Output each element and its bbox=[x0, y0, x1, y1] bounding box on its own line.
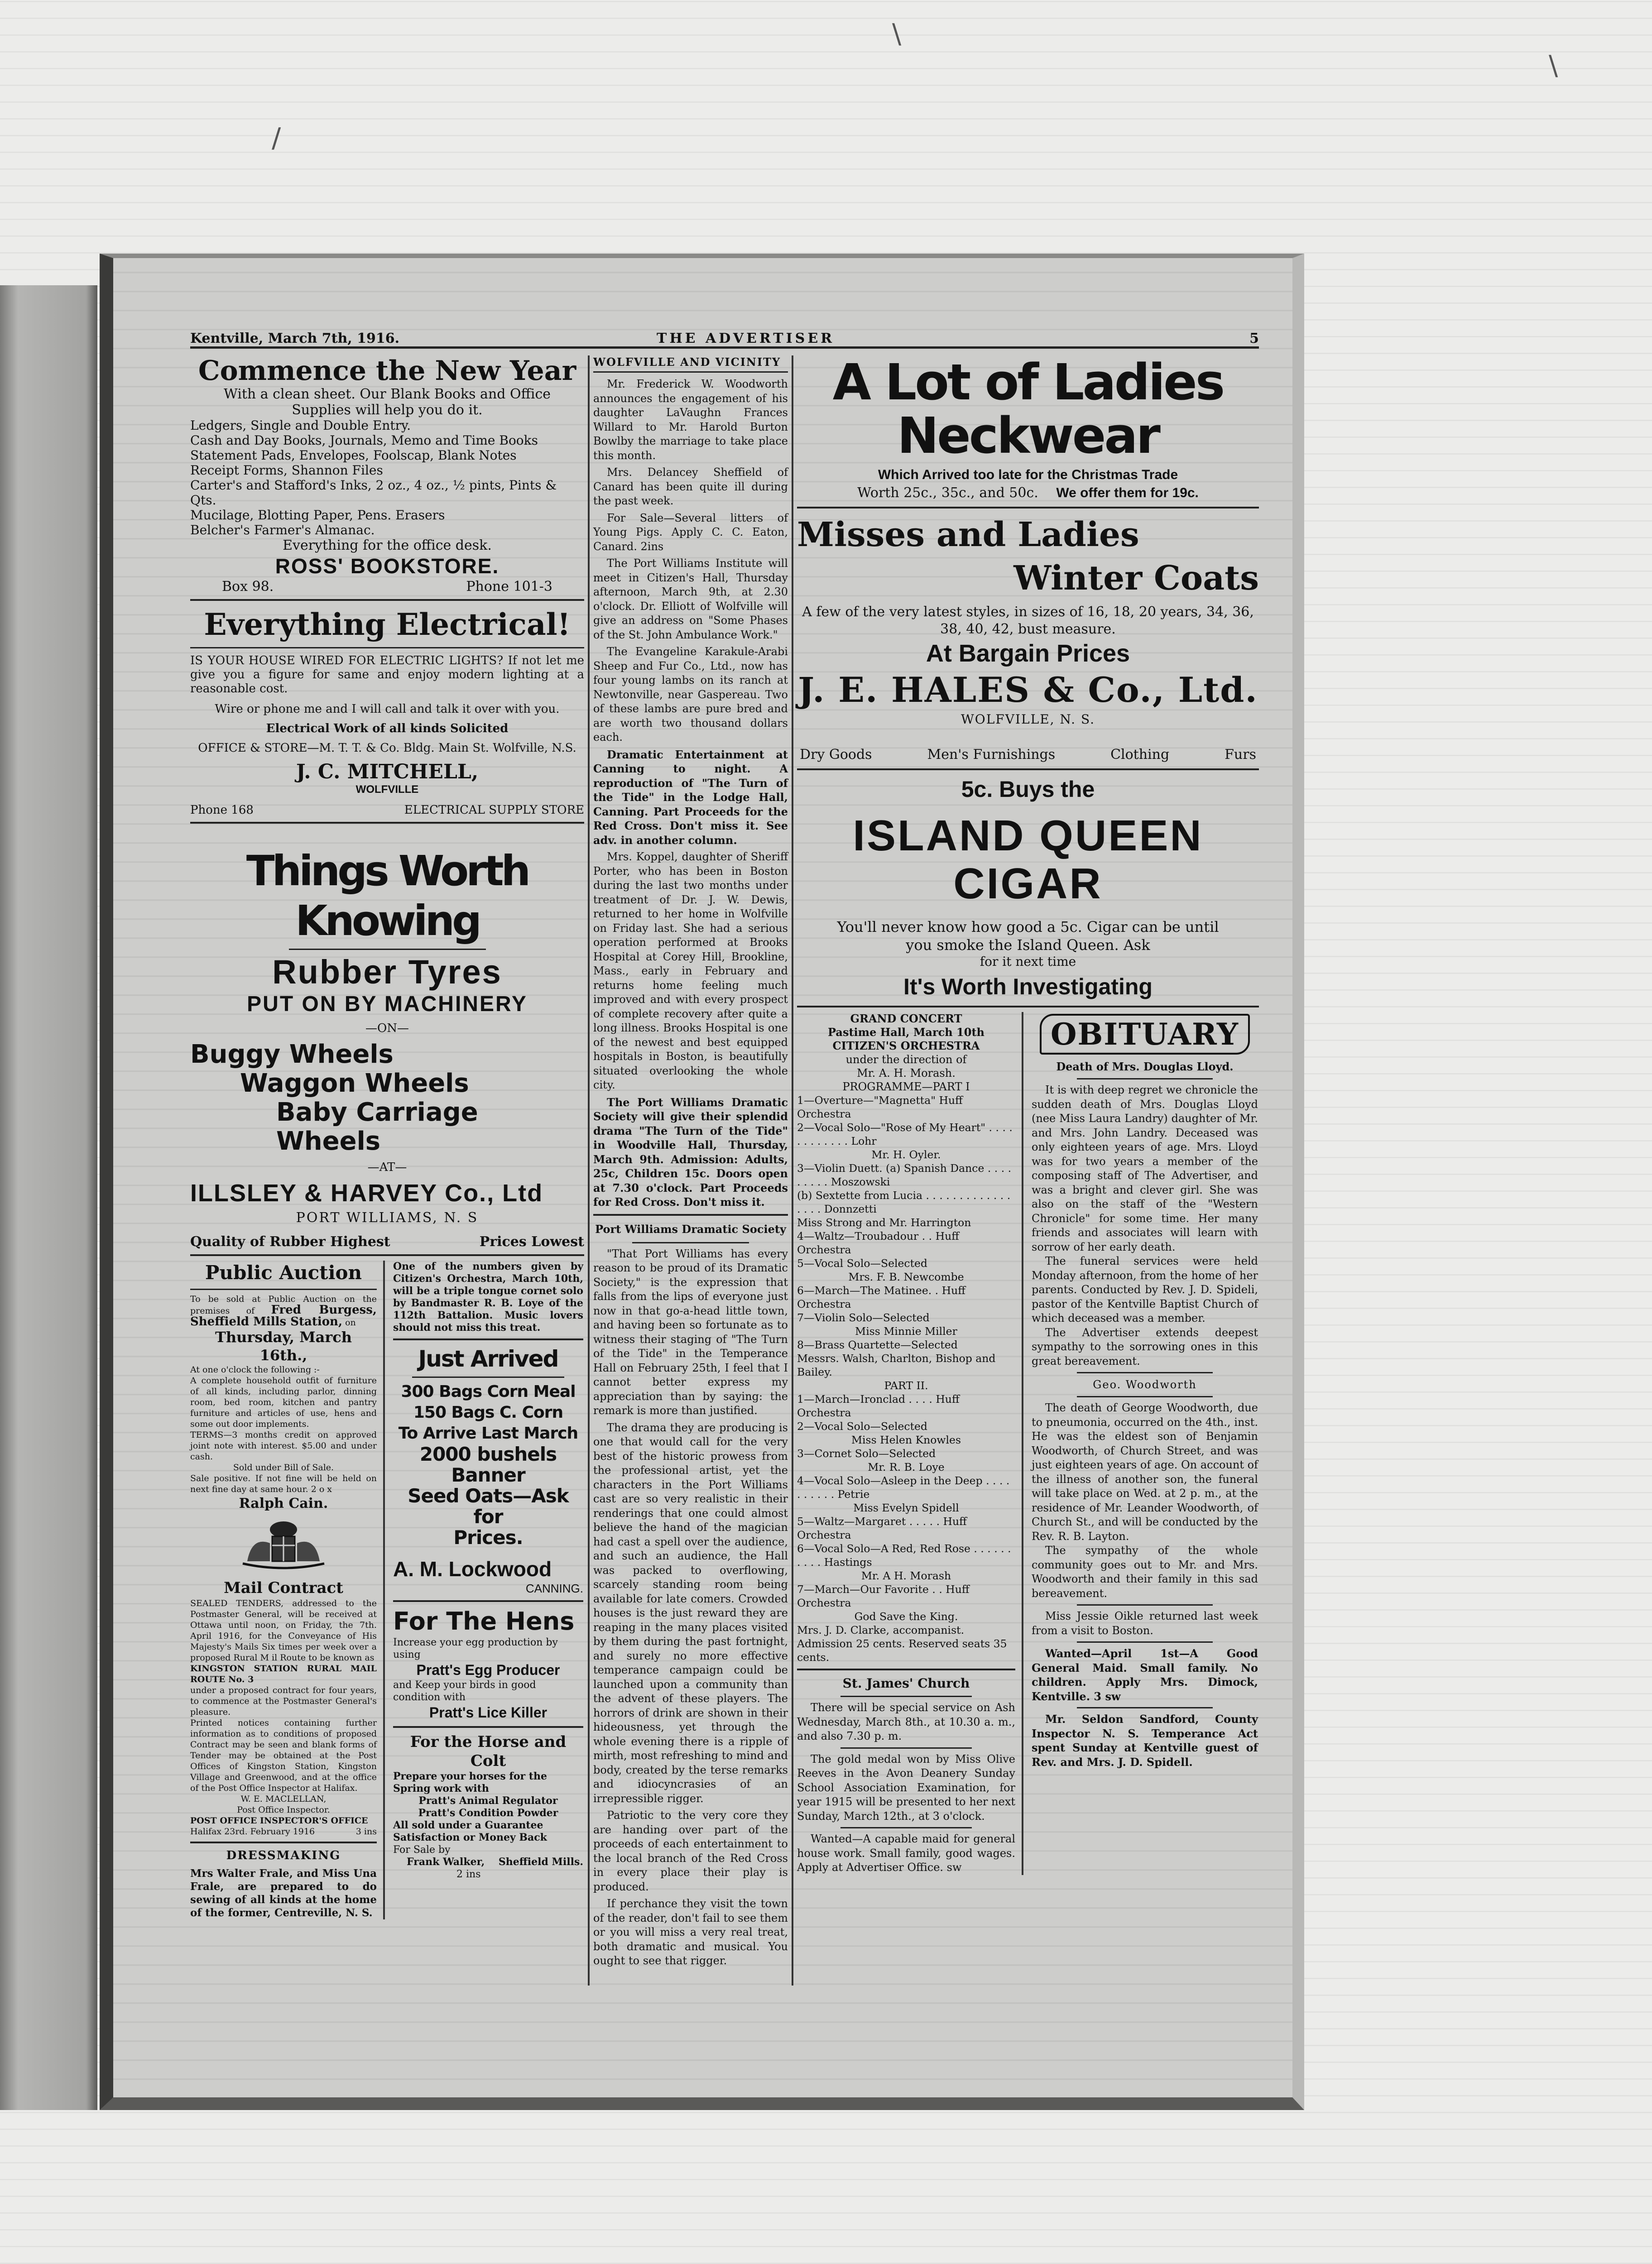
signer-name: W. E. MACLELLAN, bbox=[240, 1794, 327, 1804]
supply-line: Statement Pads, Envelopes, Foolscap, Blank Notes bbox=[190, 448, 517, 463]
department: Men's Furnishings bbox=[927, 747, 1056, 763]
ad-text: Electrical Work of all kinds Solicited bbox=[266, 722, 509, 735]
divider bbox=[1077, 1604, 1213, 1606]
department: Clothing bbox=[1110, 747, 1170, 763]
date-row bbox=[190, 1826, 377, 1837]
ad-text: Increase your egg production by using bbox=[393, 1637, 558, 1660]
contact-row bbox=[190, 803, 584, 817]
programme-heading: PART II. bbox=[884, 1379, 928, 1392]
lower-ads bbox=[190, 1261, 584, 1919]
news-item: Mrs. Koppel, daughter of Sheriff Porter, who has been in Boston during the last two months under treatment of Dr. J. W. Dewis, returned to her home in Wolfville on Friday last. She had a serious operation performed at Brooks Hospital at Corey Hill, Brookline, Mass., early in February and returns home feeling much improved and with every prospect of complete recovery after quite a long illness. Brooks Hospital is one of the newest and best equipped hospitals in Boston, is beautifully situated overlooking the whole city. bbox=[593, 850, 788, 1091]
programme-item: 3—Cornet Solo—Selected bbox=[797, 1447, 936, 1460]
obituary-paragraph: The death of George Woodworth, due to pneumonia, occurred on the 4th., inst. He was the eldest son of Benjamin Woodworth, of Church Street, and was just eighteen years of age. On account of the illness of another son, the funeral will take place on Wed. at 2 p. m., at the residence of Mr. Leander Woodworth, of Church St., and will be conducted by the Rev. R. B. Layton. bbox=[1032, 1401, 1258, 1543]
programme-item: Miss Helen Knowles bbox=[851, 1434, 961, 1446]
divider bbox=[797, 768, 1259, 770]
store-name: ELECTRICAL SUPPLY STORE bbox=[404, 803, 584, 817]
mail-route: KINGSTON STATION RURAL MAIL ROUTE No. 3 bbox=[190, 1664, 377, 1684]
wanted-notice: Wanted—April 1st—A Good General Maid. Small family. No children. Apply Mrs. Dimock, Kentville. 3 sw bbox=[1032, 1647, 1258, 1703]
concert-performer: CITIZEN'S ORCHESTRA bbox=[832, 1039, 980, 1052]
ad-subtitle: PUT ON BY MACHINERY bbox=[247, 992, 528, 1016]
obituary-subtitle: Geo. Woodworth bbox=[1093, 1378, 1197, 1391]
ad-title: ISLAND QUEEN bbox=[853, 811, 1203, 860]
electrical-ad bbox=[190, 605, 584, 817]
supply-line: Carter's and Stafford's Inks, 2 oz., 4 oz., ½ pints, Pints & Qts. bbox=[190, 478, 557, 508]
tagline: Quality of Rubber Highest bbox=[190, 1234, 390, 1250]
programme-item: Mr. R. B. Loye bbox=[868, 1461, 945, 1473]
ad-subtitle: Which Arrived too late for the Christmas Trade bbox=[878, 467, 1178, 482]
ad-title: DRESSMAKING bbox=[226, 1849, 341, 1862]
programme-item: 6—March—The Matinee. . Huff Orchestra bbox=[797, 1284, 965, 1310]
margin-mark: \ bbox=[1549, 50, 1558, 82]
mail-contract-notice bbox=[190, 1598, 377, 1837]
coats-ad bbox=[797, 513, 1259, 764]
ad-text: Sold under Bill of Sale. bbox=[233, 1463, 334, 1473]
ad-text: A few of the very latest styles, in sizes of 16, 18, 20 years, 34, 36, 38, 40, 42, bust measure. bbox=[802, 604, 1254, 637]
ad-text: Worth 25c., 35c., and 50c. bbox=[857, 485, 1038, 501]
coat-of-arms-icon bbox=[234, 1518, 333, 1573]
ad-text: you smoke the Island Queen. Ask bbox=[906, 936, 1150, 954]
stock-line: 150 Bags C. Corn bbox=[413, 1403, 563, 1422]
programme-item: 4—Vocal Solo—Asleep in the Deep . . . . . . . . . . Petrie bbox=[797, 1474, 1010, 1501]
review-paragraph: Patriotic to the very core they are handing over part of the proceeds of each entertainment to the local branch of the Red Cross in every place their play is produced. bbox=[593, 1809, 788, 1893]
lower-left-ads bbox=[190, 1261, 385, 1919]
orchestra-note: One of the numbers given by Citizen's Orchestra, March 10th, will be a triple tongue cornet solo by Bandmaster R. B. Loye of the 112th Battalion. Music lovers should not miss this treat. bbox=[393, 1261, 583, 1333]
stock-line: Seed Oats—Ask for bbox=[408, 1485, 569, 1528]
ad-text: A complete household outfit of furniture of all kinds, including parlor, dinning room, bed room, kitchen and pantry furniture and articles of use, hens and some out door implements. bbox=[190, 1376, 377, 1429]
ad-text: Prepare your horses for the Spring work with bbox=[393, 1770, 547, 1794]
news-item: The Port Williams Institute will meet in Citizen's Hall, Thursday afternoon, March 9th, at 2.30 o'clock. Dr. Elliott of Wolfville will give an address on "Some Phases of the St. John Ambulance Work." bbox=[593, 557, 788, 641]
ad-text: on bbox=[345, 1318, 356, 1328]
auction-notice bbox=[190, 1294, 377, 1513]
programme-item: 7—Violin Solo—Selected bbox=[797, 1311, 930, 1324]
auctioneer-name: Ralph Cain. bbox=[239, 1496, 328, 1511]
seller-name: Frank Walker, bbox=[407, 1856, 485, 1868]
programme-item: 1—Overture—"Magnetta" Huff Orchestra bbox=[797, 1094, 963, 1120]
proprietor-name: J. C. MITCHELL, bbox=[296, 760, 479, 783]
ad-text: Printed notices containing further information as to conditions of proposed Contract may be seen and blank forms of Tender may be obtained at the Post Offices of Kingston Station, Kingston Village and Greenwood, and at the office of the Post Office Inspector at Halifax. bbox=[190, 1718, 377, 1793]
firm-name: ILLSLEY & HARVEY Co., Ltd bbox=[190, 1180, 543, 1207]
supply-line: Receipt Forms, Shannon Files bbox=[190, 463, 383, 478]
obituary-body bbox=[1032, 1401, 1258, 1601]
divider bbox=[1077, 1707, 1213, 1708]
stock-list bbox=[393, 1381, 583, 1548]
newspaper-page bbox=[100, 254, 1304, 2110]
concert-title: GRAND CONCERT bbox=[850, 1012, 962, 1025]
news-item: Mr. Frederick W. Woodworth announces the engagement of his daughter LaVaughn Frances Willard to Mr. Harold Burton Bowlby the marriage to take place this month. bbox=[593, 378, 788, 462]
ad-text: You'll never know how good a 5c. Cigar can be until bbox=[837, 918, 1219, 935]
divider bbox=[289, 949, 486, 950]
column-right bbox=[797, 355, 1259, 1875]
programme-item: 7—March—Our Favorite . . Huff Orchestra bbox=[797, 1583, 970, 1609]
ad-text: —ON— bbox=[365, 1022, 409, 1035]
supply-line: Ledgers, Single and Double Entry. bbox=[190, 418, 411, 433]
section-title: Port Williams Dramatic Society bbox=[595, 1222, 786, 1236]
review-paragraph: The drama they are producing is one that would call for the very best of the historic prowess from the professional artist, yet the characters in the Port Williams cast are so very realistic in their renderings that one could almost believe the hand of the magician had cast a spell over the audience, and such an audience, the Hall was packed to overflowing, scarcely standing room being available for late comers. Crowded houses is the just reward they are reaping in the many places visited by them during the past fortnight, and surely no more effective temperance campaign could be launched upon a community than the advent of these players. The horrors of drink are shown in their hideousness, yet through the whole evening there is a ripple of mirth, most refreshing to mind and body, created by the terse remarks and idiocyncrasies of an irrepressible rigger. bbox=[593, 1421, 788, 1805]
church-notice: There will be special service on Ash Wednesday, March 8th., at 10.30 a. m., and also 7.30 p. m. bbox=[797, 1701, 1015, 1742]
masthead-title: THE ADVERTISER bbox=[657, 331, 835, 346]
divider bbox=[393, 1338, 583, 1340]
page-number: 5 bbox=[1249, 331, 1259, 346]
programme-item: God Save the King. bbox=[854, 1610, 958, 1623]
news-item: Mrs. Delancey Sheffield of Canard has been quite ill during the past week. bbox=[593, 466, 788, 507]
divider bbox=[1077, 1396, 1213, 1397]
firm-name: J. E. HALES & Co., Ltd. bbox=[798, 670, 1258, 710]
tagline-row bbox=[190, 1234, 584, 1250]
ad-text: With a clean sheet. Our Blank Books and Office Supplies will help you do it. bbox=[223, 386, 551, 418]
divider bbox=[190, 1289, 377, 1290]
section-title: WOLFVILLE AND VICINITY bbox=[593, 355, 788, 373]
supply-list bbox=[190, 418, 584, 537]
ad-text: —AT— bbox=[367, 1161, 407, 1174]
office-name: POST OFFICE INSPECTOR'S OFFICE bbox=[190, 1816, 368, 1826]
lower-right-ads bbox=[393, 1261, 583, 1919]
programme-item: Messrs. Walsh, Charlton, Bishop and Bailey. bbox=[797, 1352, 996, 1378]
department: Furs bbox=[1225, 747, 1256, 763]
ad-text: Mrs Walter Frale, and Miss Una Frale, are prepared to do sewing of all kinds at the home of the former, Centreville, N. S. bbox=[190, 1867, 377, 1919]
obituary-title: Death of Mrs. Douglas Lloyd. bbox=[1056, 1060, 1234, 1073]
obituary-paragraph: It is with deep regret we chronicle the sudden death of Mrs. Douglas Lloyd (nee Miss Laura Landry) daughter of Mr. and Mrs. John Landry. Deceased was only eighteen years of age. Mrs. Lloyd was for two years a member of the composing staff of The Advertiser, and was a bright and clever girl. She was also on the staff of the "Western Chronicle" for some time. Her many friends and associates will learn with sorrow of her early death. bbox=[1032, 1084, 1258, 1253]
contact-row bbox=[190, 579, 584, 595]
divider bbox=[190, 822, 584, 824]
divider bbox=[190, 1842, 377, 1843]
programme-list bbox=[797, 1094, 1015, 1664]
section-title: St. James' Church bbox=[842, 1676, 970, 1691]
price-row bbox=[797, 484, 1259, 502]
ad-title: Commence the New Year bbox=[198, 355, 576, 387]
neckwear-ad bbox=[797, 355, 1259, 502]
ad-title: Public Auction bbox=[205, 1262, 362, 1284]
divider bbox=[190, 1254, 584, 1256]
concert-venue: Pastime Hall, March 10th bbox=[828, 1026, 984, 1039]
ad-closing: It's Worth Investigating bbox=[903, 974, 1153, 999]
wheel-type: Buggy Wheels bbox=[190, 1040, 394, 1069]
departments bbox=[797, 746, 1259, 764]
product-name: Pratt's Condition Powder bbox=[418, 1807, 558, 1819]
programme-item: 2—Vocal Solo—"Rose of My Heart" . . . . . . . . . . . . Lohr bbox=[797, 1121, 1013, 1147]
concert-column bbox=[797, 1012, 1023, 1875]
store-name: ROSS' BOOKSTORE. bbox=[275, 554, 499, 578]
column-left bbox=[190, 355, 584, 1919]
news-item: For Sale—Several litters of Young Pigs. Apply C. C. Eaton, Canard. 2ins bbox=[593, 511, 788, 553]
ad-title: For The Hens bbox=[393, 1607, 575, 1636]
seller-town: Sheffield Mills. bbox=[498, 1856, 583, 1868]
office-address: OFFICE & STORE—M. T. T. & Co. Bldg. Main St. Wolfville, N.S. bbox=[198, 741, 576, 755]
news-item: The Port Williams Dramatic Society will give their splendid drama "The Turn of the Tide" in Woodville Hall, Thursday, March 9th. Admission: Adults, 25c, Children 15c. Doors open at 7.30 o'clock. Part Proceeds for Red Cross. Don't miss it. bbox=[593, 1095, 788, 1209]
obituary-paragraph: The funeral services were held Monday afternoon, from the home of her parents. Conducted by Rev. J. D. Spideli, pastor of the Kentville Baptist Church of which deceased was a member. bbox=[1032, 1255, 1258, 1324]
lower-right-columns bbox=[797, 1012, 1259, 1875]
programme-item: 5—Vocal Solo—Selected bbox=[797, 1257, 927, 1270]
insertion-tag: 2 ins bbox=[456, 1869, 481, 1880]
phone-number: Phone 101-3 bbox=[466, 579, 552, 595]
ad-title: CIGAR bbox=[953, 859, 1103, 908]
divider bbox=[190, 647, 584, 648]
ad-text: under the direction of bbox=[845, 1053, 967, 1066]
signer-title: Post Office Inspector. bbox=[237, 1805, 330, 1815]
ad-text: Wire or phone me and I will call and talk it over with you. bbox=[215, 702, 560, 716]
divider bbox=[393, 1726, 583, 1728]
wanted-notice: Wanted—A capable maid for general house work. Small family, good wages. Apply at Advertiser Office. sw bbox=[797, 1832, 1015, 1874]
divider bbox=[1077, 1641, 1213, 1643]
news-item: Dramatic Entertainment at Canning to night. A reproduction of "The Turn of the Tide" in the Lodge Hall, Canning. Part Proceeds for the Red Cross. Don't miss it. See adv. in another column. bbox=[593, 748, 788, 847]
ad-subtitle: At Bargain Prices bbox=[926, 640, 1130, 667]
ad-title: Things Worth Knowing bbox=[246, 847, 528, 945]
review-paragraph: If perchance they visit the town of the reader, don't fail to see them or you will miss a very real treat, both dramatic and musical. You ought to see that rigger. bbox=[593, 1897, 788, 1967]
previous-page-edge bbox=[0, 285, 97, 2110]
ad-text: and Keep your birds in good condition with bbox=[393, 1679, 536, 1703]
ad-title: Just Arrived bbox=[418, 1346, 558, 1372]
programme-item: 3—Violin Duett. (a) Spanish Dance . . . . . . . . . Moszowski bbox=[797, 1162, 1012, 1188]
news-item: Miss Jessie Oikle returned last week from a visit to Boston. bbox=[1032, 1610, 1258, 1637]
programme-item: Mr. A H. Morash bbox=[861, 1569, 951, 1582]
wheel-type: Baby Carriage Wheels bbox=[276, 1098, 478, 1156]
supply-line: Belcher's Farmer's Almanac. bbox=[190, 523, 375, 537]
seller-row bbox=[393, 1856, 583, 1868]
divider bbox=[1077, 1372, 1213, 1373]
tagline: Prices Lowest bbox=[479, 1234, 584, 1250]
ad-text: To be sold at Public Auction on the premises of bbox=[190, 1294, 377, 1316]
programme-item: 8—Brass Quartette—Selected bbox=[797, 1338, 958, 1351]
news-item: The Evangeline Karakule-Arabi Sheep and Fur Co., Ltd., now has four young lambs on its ranch at Newtonville, near Gaspereau. Two of these lambs are pure bred and are worth two thousand dollars each. bbox=[593, 645, 788, 743]
programme-item: 6—Vocal Solo—A Red, Red Rose . . . . . . . . . . Hastings bbox=[797, 1542, 1011, 1568]
ad-text: At one o'clock the following :- bbox=[190, 1365, 320, 1375]
wheel-type: Waggon Wheels bbox=[240, 1069, 469, 1098]
programme-item: (b) Sextette from Lucia . . . . . . . . . . . . . . . . . Donnzetti bbox=[797, 1189, 1011, 1215]
director-name: Mr. A. H. Morash. bbox=[857, 1067, 956, 1079]
divider bbox=[632, 1242, 749, 1243]
ad-text: For Sale by bbox=[393, 1844, 451, 1856]
programme-item: 5—Waltz—Margaret . . . . . Huff Orchestra bbox=[797, 1515, 967, 1541]
product-name: Pratt's Lice Killer bbox=[429, 1704, 547, 1721]
margin-mark: / bbox=[272, 122, 281, 154]
news-item: Mr. Seldon Sandford, County Inspector N. S. Temperance Act spent Sunday at Kentville guest of Rev. and Mrs. J. D. Spidell. bbox=[1032, 1712, 1258, 1769]
obituary-banner: OBITUARY bbox=[1040, 1014, 1250, 1055]
stock-line: Prices. bbox=[453, 1526, 523, 1549]
programme-item: 4—Waltz—Troubadour . . Huff Orchestra bbox=[797, 1230, 959, 1256]
programme-item: 2—Vocal Solo—Selected bbox=[797, 1420, 927, 1433]
programme-heading: PROGRAMME—PART I bbox=[842, 1080, 970, 1093]
divider bbox=[797, 1669, 1015, 1670]
local-news bbox=[593, 377, 788, 1209]
phone-number: Phone 168 bbox=[190, 803, 254, 817]
ad-lead: 5c. Buys the bbox=[961, 777, 1095, 802]
column-middle bbox=[593, 355, 788, 1968]
programme-item: 1—March—Ironclad . . . . Huff Orchestra bbox=[797, 1393, 960, 1419]
ad-text: under a proposed contract for four years, to commence at the Postmaster General's pleasure. bbox=[190, 1685, 377, 1717]
divider bbox=[393, 1600, 583, 1602]
divider bbox=[840, 1827, 971, 1828]
product-name: Pratt's Animal Regulator bbox=[418, 1795, 558, 1807]
medal-notice: The gold medal won by Miss Olive Reeves in the Avon Deanery Sunday School Association Examination, for year 1915 will be presented to her next Sunday, March 12th., at 3 o'clock. bbox=[797, 1752, 1015, 1823]
divider bbox=[797, 507, 1259, 508]
ad-text: SEALED TENDERS, addressed to the Postmaster General, will be received at Ottawa until noon, on Friday, the 7th. April 1916, for the Conveyance of His Majesty's Mails Six times per week over a proposed Rural M il Route to be known as bbox=[190, 1598, 377, 1663]
ad-title: Mail Contract bbox=[224, 1579, 343, 1597]
programme-item: Miss Minnie Miller bbox=[855, 1325, 957, 1338]
column-rule bbox=[792, 355, 793, 1986]
divider bbox=[840, 1696, 971, 1697]
ad-text: TERMS—3 months credit on approved joint note with interest. $5.00 and under cash. bbox=[190, 1430, 377, 1462]
notice-date: Halifax 23rd. February 1916 bbox=[190, 1827, 315, 1837]
ad-text: for it next time bbox=[980, 954, 1076, 969]
department: Dry Goods bbox=[800, 747, 872, 763]
hens-ad-body bbox=[393, 1636, 583, 1880]
auction-date: Thursday, March 16th., bbox=[215, 1329, 352, 1364]
stock-line: 300 Bags Corn Meal bbox=[401, 1382, 576, 1401]
product-name: Pratt's Egg Producer bbox=[416, 1662, 560, 1678]
offer-price: We offer them for 19c. bbox=[1056, 485, 1199, 500]
ad-title: Everything Electrical! bbox=[204, 607, 571, 642]
ad-text: Everything for the office desk. bbox=[283, 537, 492, 553]
review-paragraph: "That Port Williams has every reason to be proud of its Dramatic Society," is the expression that falls from the lips of everyone just now in that go-a-head little town, and having been so fortunate as to witness their staging of "The Turn of the Tide" in the Temperance Hall on February 25th, I feel that I cannot better express my appreciation than by saying: the remark is more than justified. bbox=[593, 1247, 788, 1417]
obituary-banner-wrap bbox=[1032, 1014, 1258, 1055]
ad-title: Winter Coats bbox=[1013, 559, 1259, 598]
programme-item: Miss Evelyn Spidell bbox=[853, 1501, 959, 1514]
bookstore-ad bbox=[190, 355, 584, 595]
obituary-paragraph: The Advertiser extends deepest sympathy to the sorrowing ones in this great bereavement. bbox=[1032, 1326, 1258, 1367]
column-rule bbox=[588, 355, 590, 1986]
obituary-column bbox=[1032, 1012, 1258, 1875]
firm-town: PORT WILLIAMS, N. S bbox=[296, 1210, 479, 1226]
tyres-ad bbox=[190, 828, 584, 1250]
programme-item: Mr. H. Oyler. bbox=[871, 1148, 941, 1161]
firm-town: CANNING. bbox=[525, 1582, 583, 1595]
ad-title: A Lot of Ladies bbox=[832, 353, 1224, 411]
stock-line: To Arrive Last March bbox=[398, 1424, 578, 1443]
ad-title: Misses and Ladies bbox=[797, 515, 1139, 554]
guarantee-text: All sold under a Guarantee Satisfaction or Money Back bbox=[393, 1819, 547, 1843]
insertion-tag: 3 ins bbox=[355, 1827, 377, 1837]
proprietor-town: WOLFVILLE bbox=[355, 783, 419, 796]
supply-line: Cash and Day Books, Journals, Memo and Time Books bbox=[190, 433, 538, 448]
obituary-body bbox=[1032, 1083, 1258, 1368]
stock-line: 2000 bushels Banner bbox=[419, 1443, 557, 1486]
ad-text: Sale positive. If not fine will be held on next fine day at same hour. 2 o x bbox=[190, 1473, 377, 1494]
programme-item: Mrs. F. B. Newcombe bbox=[848, 1271, 964, 1283]
masthead bbox=[190, 331, 1259, 349]
ad-text: IS YOUR HOUSE WIRED FOR ELECTRIC LIGHTS? If not let me give you a figure for same and enjoy modern lighting at a reasonable cost. bbox=[190, 654, 584, 696]
programme-item: Miss Strong and Mr. Harrington bbox=[797, 1216, 971, 1229]
programme-item: Mrs. J. D. Clarke, accompanist. Admission 25 cents. Reserved seats 35 cents. bbox=[797, 1624, 1007, 1664]
divider bbox=[412, 1377, 564, 1378]
ad-title: Neckwear bbox=[897, 407, 1159, 465]
box-number: Box 98. bbox=[222, 579, 274, 595]
divider bbox=[797, 1006, 1259, 1007]
auction-location: Fred Burgess, Sheffield Mills Station, bbox=[190, 1303, 377, 1329]
masthead-date: Kentville, March 7th, 1916. bbox=[190, 331, 400, 346]
firm-town: WOLFVILLE, N. S. bbox=[960, 712, 1095, 727]
dramatic-review bbox=[593, 1247, 788, 1968]
cigar-ad bbox=[797, 775, 1259, 1001]
ad-subtitle: For the Horse and Colt bbox=[410, 1733, 567, 1770]
divider bbox=[1077, 1078, 1213, 1079]
firm-name: A. M. Lockwood bbox=[393, 1557, 552, 1581]
margin-mark: \ bbox=[892, 18, 902, 50]
obituary-paragraph: The sympathy of the whole community goes out to Mr. and Mrs. Woodworth and their family in this sad bereavement. bbox=[1032, 1544, 1258, 1600]
supply-line: Mucilage, Blotting Paper, Pens. Erasers bbox=[190, 508, 445, 523]
ad-subtitle: Rubber Tyres bbox=[272, 953, 502, 991]
divider bbox=[593, 1214, 788, 1216]
divider bbox=[190, 599, 584, 601]
divider bbox=[840, 1747, 971, 1749]
